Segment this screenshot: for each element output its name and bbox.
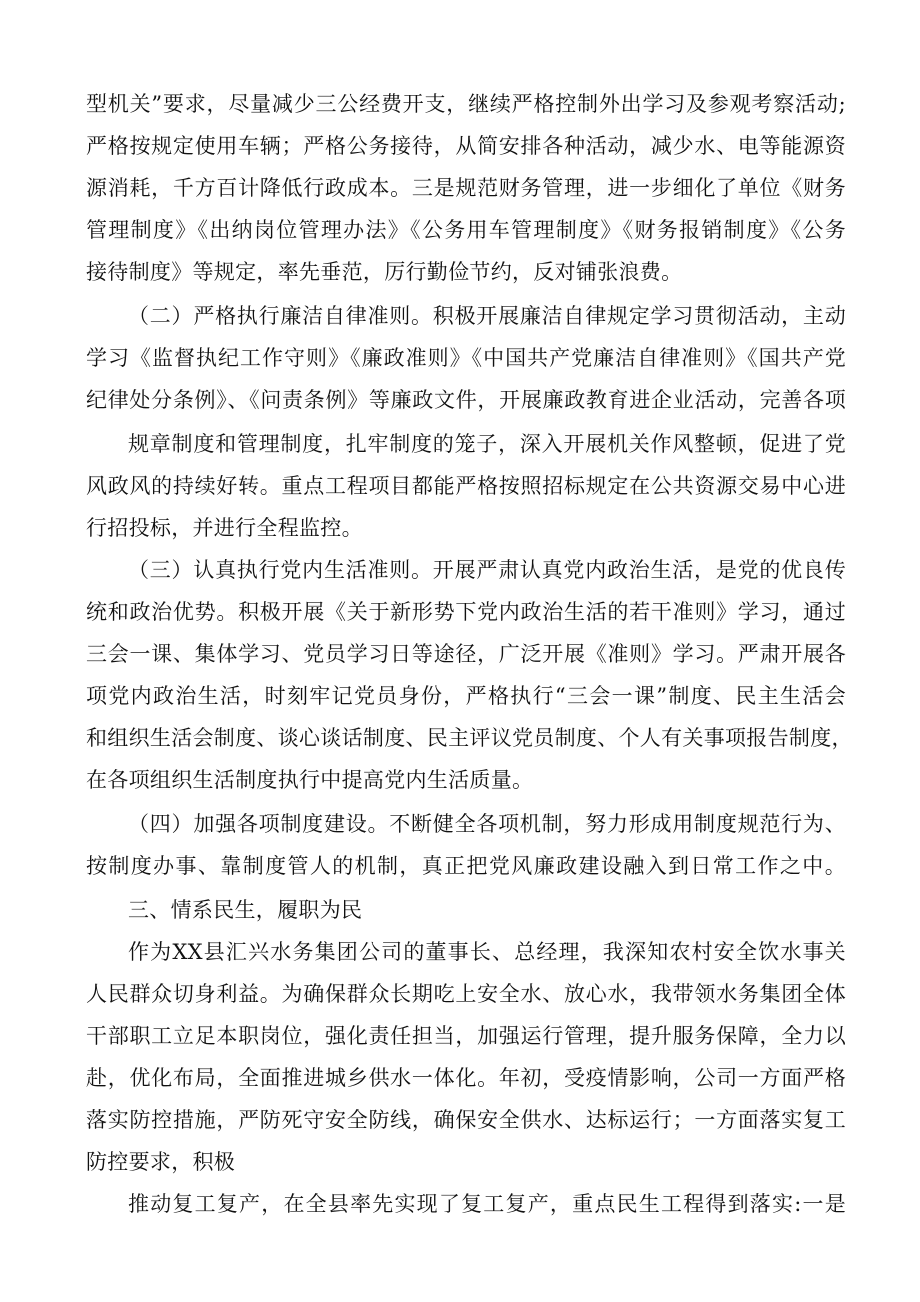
paragraph-line: 三会一课、集体学习、党员学习日等途径，广泛开展《准则》学习。严肃开展各: [86, 642, 846, 666]
paragraph-line: 项党内政治生活，时刻牢记党员身份，严格执行“三会一课”制度、民主生活会: [86, 684, 846, 708]
paragraph-line: 在各项组织生活制度执行中提高党内生活质量。: [86, 768, 534, 792]
paragraph-line: 接待制度》等规定，率先垂范，厉行勤俭节约，反对铺张浪费。: [86, 260, 683, 284]
paragraph-line: （四）加强各项制度建设。不断健全各项机制，努力形成用制度规范行为、: [128, 812, 846, 836]
paragraph-line: 行招投标，并进行全程监控。: [86, 516, 363, 540]
paragraph-line: 和组织生活会制度、谈心谈话制度、民主评议党员制度、个人有关事项报告制度，: [86, 726, 853, 750]
paragraph-line: 防控要求，积极: [86, 1150, 236, 1174]
paragraph-line: （三）认真执行党内生活准则。开展严肃认真党内政治生活，是党的优良传: [128, 558, 846, 582]
paragraph-line: 作为XX县汇兴水务集团公司的董事长、总经理，我深知农村安全饮水事关: [128, 940, 846, 964]
paragraph-line: 严格按规定使用车辆；严格公务接待，从简安排各种活动，减少水、电等能源资: [86, 134, 846, 158]
paragraph-line: 学习《监督执纪工作守则》《廉政准则》《中国共产党廉洁自律准则》《国共产党: [86, 346, 846, 370]
section-heading: 三、情系民生，履职为民: [128, 898, 363, 922]
paragraph-line: 纪律处分条例》、《问责条例》等廉政文件，开展廉政教育进企业活动，完善各项: [86, 388, 846, 412]
paragraph-line: 落实防控措施，严防死守安全防线，确保安全供水、达标运行；一方面落实复工: [86, 1108, 846, 1132]
paragraph-line: 人民群众切身利益。为确保群众长期吃上安全水、放心水，我带领水务集团全体: [86, 982, 846, 1006]
paragraph-line: 源消耗，千方百计降低行政成本。三是规范财务管理，进一步细化了单位《财务: [86, 176, 846, 200]
paragraph-line: 规章制度和管理制度，扎牢制度的笼子，深入开展机关作风整顿，促进了党: [128, 432, 846, 456]
paragraph-line: 干部职工立足本职岗位，强化责任担当，加强运行管理，提升服务保障，全力以: [86, 1024, 846, 1048]
paragraph-line: 风政风的持续好转。重点工程项目都能严格按照招标规定在公共资源交易中心进: [86, 474, 846, 498]
paragraph-line: 推动复工复产，在全县率先实现了复工复产，重点民生工程得到落实:一是: [128, 1192, 846, 1216]
paragraph-line: 按制度办事、靠制度管人的机制，真正把党风廉政建设融入到日常工作之中。: [86, 854, 846, 878]
paragraph-line: 型机关”要求，尽量减少三公经费开支，继续严格控制外出学习及参观考察活动;: [86, 92, 846, 116]
paragraph-line: （二）严格执行廉洁自律准则。积极开展廉洁自律规定学习贯彻活动，主动: [128, 304, 846, 328]
paragraph-line: 赴，优化布局，全面推进城乡供水一体化。年初，受疫情影响，公司一方面严格: [86, 1066, 846, 1090]
paragraph-line: 统和政治优势。积极开展《关于新形势下党内政治生活的若干准则》学习，通过: [86, 600, 846, 624]
paragraph-line: 管理制度》《出纳岗位管理办法》《公务用车管理制度》《财务报销制度》《公务: [86, 218, 846, 242]
